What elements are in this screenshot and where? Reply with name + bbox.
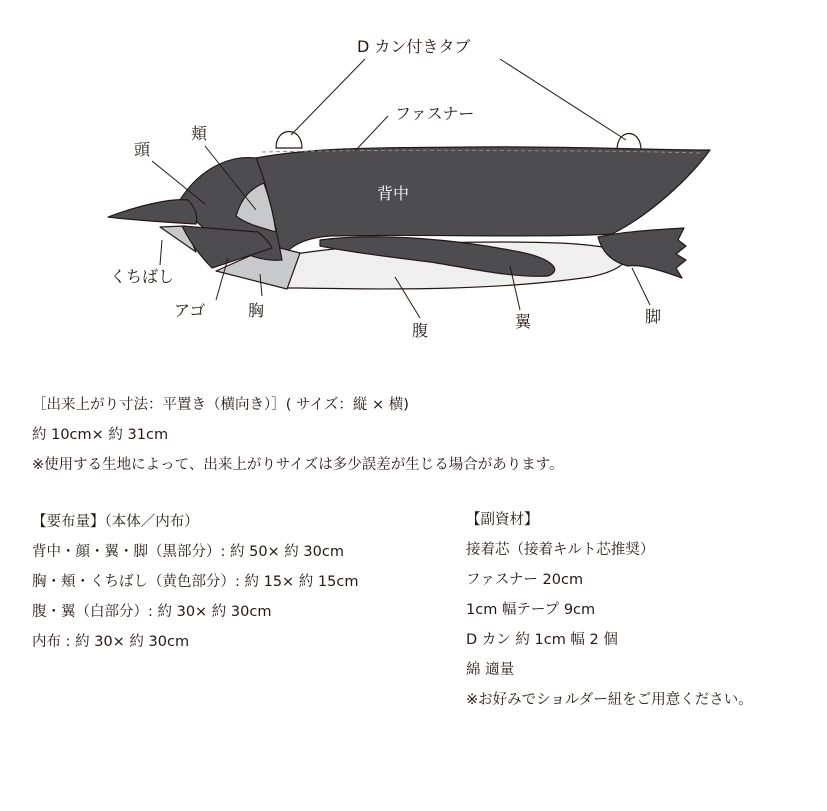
sub-material-item: 接着芯（接着キルト芯推奨） [466,542,655,558]
label-foot: 脚 [645,307,662,326]
label-chest: 胸 [248,301,265,320]
leader-zipper [355,116,388,151]
label-wing: 翼 [515,312,532,331]
sub-material-item: ファスナー 20cm [466,572,584,588]
leader-d-ring-right [500,59,626,140]
fabric-heading: 【要布量】（本体／内布） [32,514,199,530]
label-cheek: 頬 [191,124,208,143]
leader-d-ring-left [291,59,365,135]
label-back: 背中 [377,184,410,203]
sub-material-item: 綿 適量 [466,662,515,678]
label-d-ring-tab: D カン付きタブ [357,37,471,56]
fabric-item: 内布 : 約 30× 約 30cm [32,634,190,650]
leader-beak [160,240,162,265]
fabric-item: 背中・顔・翼・脚（黒部分）: 約 50× 約 30cm [32,544,344,560]
fabric-item: 胸・頬・くちばし（黄色部分）: 約 15× 約 15cm [32,574,359,590]
dimensions-size: 約 10cm× 約 31cm [32,427,169,443]
label-chin: アゴ [174,301,206,320]
sub-material-item: ※お好みでショルダー紐をご用意ください。 [466,692,753,708]
sub-material-item: 1cm 幅テープ 9cm [466,602,596,618]
dimensions-title: ［出来上がり寸法：平置き（横向き）］( サイズ：縦 × 横) [32,397,409,413]
finished-dimensions [32,390,564,480]
penguin-diagram [0,0,827,360]
label-beak: くちばし [110,267,175,286]
label-belly: 腹 [412,321,429,340]
fabric-requirements [32,507,358,657]
sub-materials [466,505,753,715]
sub-materials-heading: 【副資材】 [466,512,539,528]
sub-material-item: D カン 約 1cm 幅 2 個 [466,632,618,648]
fabric-item: 腹・翼（白部分）: 約 30× 約 30cm [32,604,272,620]
d-ring-tab-left [276,132,302,149]
label-head: 頭 [134,140,151,159]
label-zipper: ファスナー [395,104,475,123]
leader-foot [632,268,650,305]
beak-upper [108,200,197,224]
dimensions-note: ※使用する生地によって、出来上がりサイズは多少誤差が生じる場合があります。 [32,457,564,473]
